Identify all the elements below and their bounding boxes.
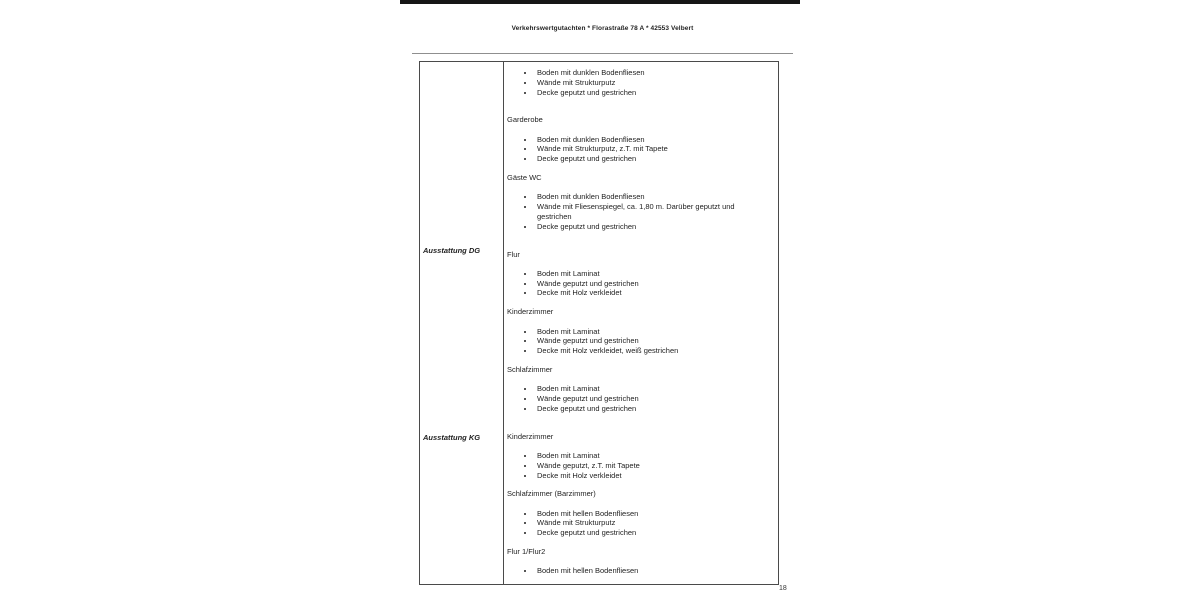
feature-item: • Wände mit Fliesenspiegel, ca. 1,80 m. Darüber geputzt und gestrichen: [535, 202, 768, 222]
feature-item: • Boden mit Laminat: [535, 327, 768, 337]
room-section-gaeste-wc: [507, 173, 768, 231]
room-section-continuation: [507, 68, 768, 97]
feature-list: [507, 68, 768, 97]
feature-item: • Boden mit dunklen Bodenfliesen: [535, 192, 768, 202]
room-section-flur: [507, 250, 768, 299]
feature-item: • Decke geputzt und gestrichen: [535, 154, 768, 164]
room-section-kinderzimmer-dg: [507, 307, 768, 356]
feature-list: [507, 566, 768, 576]
feature-item: • Boden mit Laminat: [535, 384, 768, 394]
room-section-kinderzimmer-kg: [507, 432, 768, 481]
feature-item: • Boden mit Laminat: [535, 269, 768, 279]
feature-list: [507, 135, 768, 164]
feature-item: • Decke mit Holz verkleidet: [535, 288, 768, 298]
feature-list: [507, 269, 768, 298]
feature-item: • Boden mit hellen Bodenfliesen: [535, 509, 768, 519]
ausstattung-table: [419, 61, 779, 585]
feature-item: • Wände geputzt, z.T. mit Tapete: [535, 461, 768, 471]
feature-item: • Wände mit Strukturputz: [535, 78, 768, 88]
room-heading: Flur: [507, 249, 520, 259]
room-heading: Schlafzimmer (Barzimmer): [507, 489, 596, 499]
top-black-bar: [400, 0, 800, 4]
feature-item: • Decke geputzt und gestrichen: [535, 404, 768, 414]
feature-item: • Decke mit Holz verkleidet, weiß gestrichen: [535, 346, 768, 356]
feature-item: • Decke mit Holz verkleidet: [535, 471, 768, 481]
feature-item: • Wände geputzt und gestrichen: [535, 279, 768, 289]
room-section-flur1-flur2: [507, 547, 768, 576]
room-heading: Flur 1/Flur2: [507, 547, 546, 556]
document-header: Verkehrswertgutachten * Florastraße 78 A * 42553 Velbert: [511, 25, 694, 32]
feature-item: • Boden mit dunklen Bodenfliesen: [535, 135, 768, 145]
room-heading: Gäste WC: [507, 173, 542, 183]
room-heading: Garderobe: [507, 115, 543, 125]
room-heading: Schlafzimmer: [507, 364, 553, 374]
feature-item: • Wände mit Strukturputz, z.T. mit Tapete: [535, 144, 768, 154]
header-divider: [412, 53, 793, 54]
feature-list: [507, 451, 768, 480]
feature-list: [507, 384, 768, 413]
feature-item: • Decke geputzt und gestrichen: [535, 528, 768, 538]
feature-list: [507, 509, 768, 538]
room-heading: Kinderzimmer: [507, 431, 554, 441]
feature-item: • Wände geputzt und gestrichen: [535, 336, 768, 346]
feature-item: • Decke geputzt und gestrichen: [535, 88, 768, 98]
feature-item: • Wände mit Strukturputz: [535, 518, 768, 528]
page-number: 18: [779, 585, 787, 592]
label-ausstattung-dg: Ausstattung DG: [423, 246, 481, 255]
feature-item: • Wände geputzt und gestrichen: [535, 394, 768, 404]
table-right-column: [504, 62, 778, 584]
table-left-column: [420, 62, 504, 584]
room-section-schlafzimmer-dg: [507, 365, 768, 414]
room-heading: Kinderzimmer: [507, 307, 554, 317]
feature-item: • Decke geputzt und gestrichen: [535, 222, 768, 232]
feature-list: [507, 327, 768, 356]
room-section-schlafzimmer-barzimmer: [507, 489, 768, 538]
feature-item: • Boden mit Laminat: [535, 451, 768, 461]
label-ausstattung-kg: Ausstattung KG: [423, 433, 481, 442]
feature-item: • Boden mit dunklen Bodenfliesen: [535, 68, 768, 78]
feature-list: [507, 192, 768, 231]
room-section-garderobe: [507, 115, 768, 164]
feature-item: • Boden mit hellen Bodenfliesen: [535, 566, 768, 576]
